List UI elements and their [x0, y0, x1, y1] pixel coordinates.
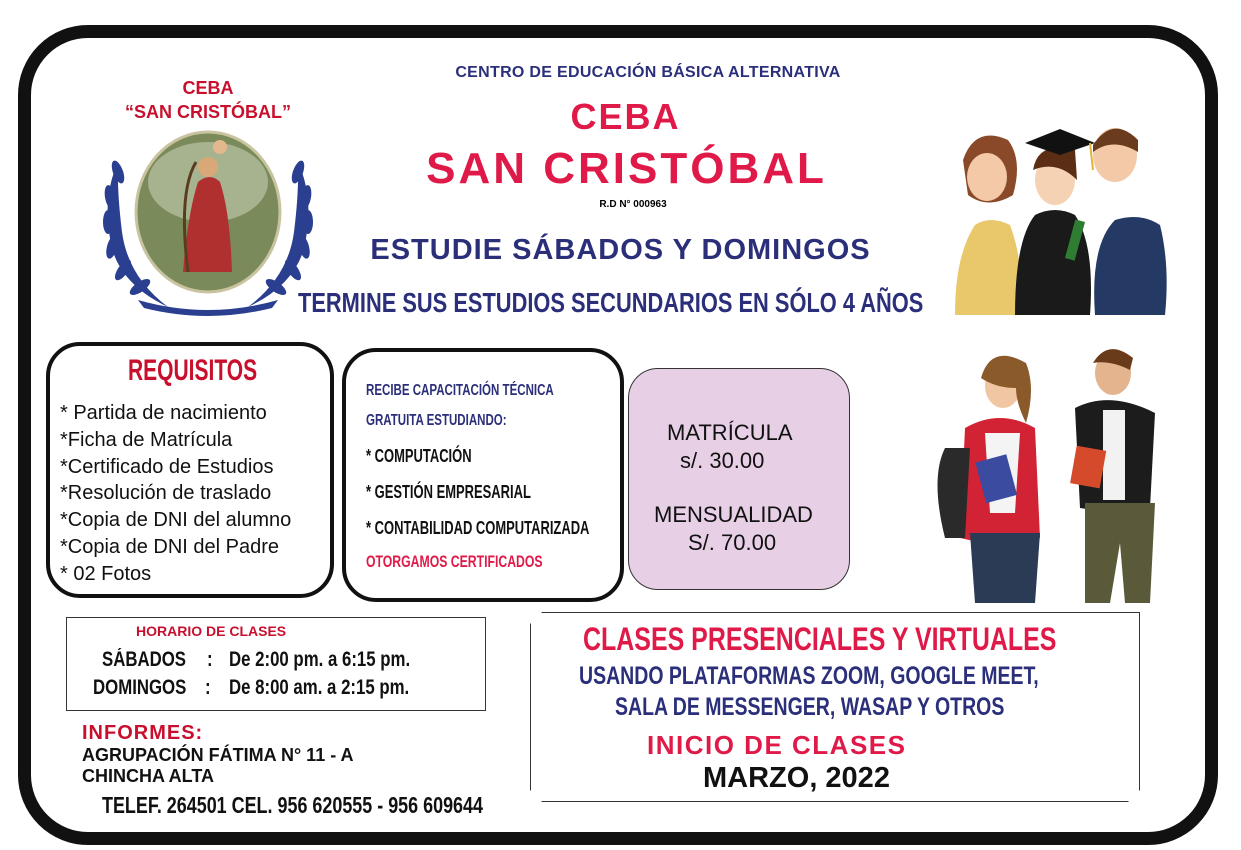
- list-item: *Copia de DNI del Padre: [60, 535, 280, 558]
- start-date: MARZO, 2022: [703, 762, 890, 794]
- training-item: * GESTIÓN EMPRESARIAL: [366, 482, 531, 502]
- schedule-separator: :: [205, 676, 211, 699]
- training-item: * COMPUTACIÓN: [366, 446, 472, 466]
- monthly-label: MENSUALIDAD: [654, 502, 813, 527]
- list-item: *Ficha de Matrícula: [60, 428, 233, 451]
- list-item: * Partida de nacimiento: [60, 402, 267, 424]
- logo-title: CEBA: [182, 78, 234, 98]
- students-photo: [925, 338, 1190, 603]
- study-days: ESTUDIE SÁBADOS Y DOMINGOS: [370, 234, 871, 266]
- contact-city: CHINCHA ALTA: [82, 766, 214, 786]
- contact-phones: TELEF. 264501 CEL. 956 620555 - 956 609644: [102, 792, 483, 818]
- classes-title: CLASES PRESENCIALES Y VIRTUALES: [583, 621, 1057, 657]
- enrollment-value: s/. 30.00: [680, 448, 765, 473]
- title-ceba: CEBA: [570, 96, 681, 137]
- schedule-title: HORARIO DE CLASES: [136, 623, 287, 639]
- list-item: *Resolución de traslado: [60, 482, 272, 505]
- training-title-line1: RECIBE CAPACITACIÓN TÉCNICA: [366, 382, 554, 399]
- schedule-separator: :: [207, 648, 213, 671]
- resolution-number: R.D N° 000963: [599, 199, 667, 210]
- training-item: * CONTABILIDAD COMPUTARIZADA: [366, 518, 590, 538]
- schedule-day: SÁBADOS: [102, 648, 187, 671]
- certificates-note: OTORGAMOS CERTIFICADOS: [366, 552, 543, 571]
- requirements-list: [60, 400, 291, 588]
- start-label: INICIO DE CLASES: [647, 730, 907, 760]
- promise-line: TERMINE SUS ESTUDIOS SECUNDARIOS EN SÓLO 4 AÑOS: [298, 287, 924, 318]
- training-title-line2: GRATUITA ESTUDIANDO:: [366, 412, 507, 429]
- contact-address: AGRUPACIÓN FÁTIMA N° 11 - A: [82, 745, 354, 765]
- fees-box: [628, 368, 850, 590]
- schedule-time: De 8:00 am. a 2:15 pm.: [229, 676, 410, 699]
- monthly-value: S/. 70.00: [688, 530, 777, 555]
- classes-platforms-line2: SALA DE MESSENGER, WASAP Y OTROS: [615, 693, 1005, 721]
- contact-title: INFORMES:: [82, 722, 204, 744]
- schedule-time: De 2:00 pm. a 6:15 pm.: [229, 648, 411, 671]
- requirements-title: REQUISITOS: [128, 354, 258, 387]
- schedule-day: DOMINGOS: [93, 676, 187, 699]
- enrollment-label: MATRÍCULA: [667, 420, 793, 445]
- graduation-family-illustration: [945, 115, 1170, 315]
- list-item: * 02 Fotos: [60, 562, 152, 585]
- classes-platforms-line1: USANDO PLATAFORMAS ZOOM, GOOGLE MEET,: [579, 662, 1039, 690]
- subtitle: CENTRO DE EDUCACIÓN BÁSICA ALTERNATIVA: [455, 64, 841, 81]
- list-item: *Certificado de Estudios: [60, 455, 274, 478]
- list-item: *Copia de DNI del alumno: [60, 509, 292, 532]
- logo-subtitle: “SAN CRISTÓBAL”: [125, 102, 291, 122]
- title-san-cristobal: SAN CRISTÓBAL: [426, 144, 827, 193]
